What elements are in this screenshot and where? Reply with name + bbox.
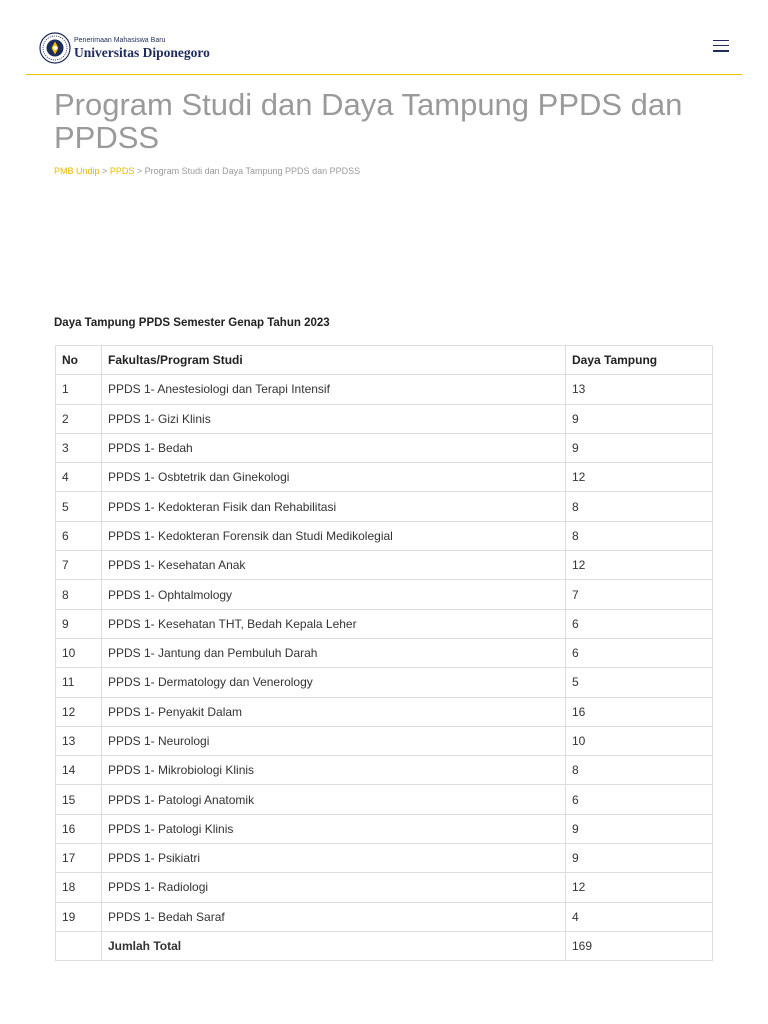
cell-capacity: 16 [566,697,713,726]
table-row [56,580,713,609]
cell-program: PPDS 1- Kedokteran Fisik dan Rehabilitasi [102,492,566,521]
cell-capacity: 12 [566,873,713,902]
cell-program: PPDS 1- Bedah Saraf [102,902,566,931]
table-row [56,756,713,785]
cell-program: PPDS 1- Psikiatri [102,844,566,873]
cell-program: PPDS 1- Osbtetrik dan Ginekologi [102,463,566,492]
table-total-row [56,931,713,960]
cell-no: 18 [56,873,102,902]
table-row [56,697,713,726]
cell-capacity: 13 [566,375,713,404]
breadcrumb-separator: > [102,166,108,176]
cell-capacity: 7 [566,580,713,609]
cell-program: PPDS 1- Patologi Klinis [102,814,566,843]
cell-program: PPDS 1- Kesehatan THT, Bedah Kepala Leher [102,609,566,638]
cell-capacity: 8 [566,521,713,550]
cell-no [56,931,102,960]
breadcrumb-home-link[interactable]: PMB Undip [54,166,100,176]
cell-no: 17 [56,844,102,873]
cell-capacity: 9 [566,844,713,873]
cell-capacity: 5 [566,668,713,697]
cell-program: PPDS 1- Neurologi [102,726,566,755]
cell-program: PPDS 1- Radiologi [102,873,566,902]
breadcrumb-current: Program Studi dan Daya Tampung PPDS dan PPDSS [144,166,361,176]
header-no: No [56,346,102,375]
table-row [56,785,713,814]
cell-capacity: 6 [566,785,713,814]
cell-program: PPDS 1- Patologi Anatomik [102,785,566,814]
table-row [56,609,713,638]
page-title: Program Studi dan Daya Tampung PPDS dan PPDSS [54,87,683,155]
table-row [56,726,713,755]
cell-no: 4 [56,463,102,492]
cell-capacity: 12 [566,463,713,492]
hamburger-menu-icon[interactable] [713,40,729,52]
cell-no: 15 [56,785,102,814]
cell-no: 3 [56,433,102,462]
cell-no: 12 [56,697,102,726]
cell-no: 6 [56,521,102,550]
table-row [56,492,713,521]
table-row [56,638,713,667]
cell-capacity: 9 [566,814,713,843]
cell-program: PPDS 1- Kedokteran Forensik dan Studi Medikolegial [102,521,566,550]
cell-capacity: 9 [566,433,713,462]
table-caption: Daya Tampung PPDS Semester Genap Tahun 2023 [54,317,330,329]
total-value: 169 [566,931,713,960]
total-label: Jumlah Total [102,931,566,960]
table-header-row [56,346,713,375]
breadcrumb-ppds-link[interactable]: PPDS [109,166,135,176]
table-row [56,521,713,550]
cell-capacity: 12 [566,551,713,580]
cell-program: PPDS 1- Mikrobiologi Klinis [102,756,566,785]
cell-no: 7 [56,551,102,580]
header-capacity: Daya Tampung [566,346,713,375]
cell-program: PPDS 1- Penyakit Dalam [102,697,566,726]
cell-no: 11 [56,668,102,697]
cell-no: 16 [56,814,102,843]
cell-program: PPDS 1- Bedah [102,433,566,462]
cell-no: 9 [56,609,102,638]
header-program: Fakultas/Program Studi [102,346,566,375]
cell-program: PPDS 1- Gizi Klinis [102,404,566,433]
site-header [26,0,742,75]
cell-program: PPDS 1- Anestesiologi dan Terapi Intensif [102,375,566,404]
table-row [56,433,713,462]
cell-capacity: 6 [566,638,713,667]
cell-capacity: 10 [566,726,713,755]
table-row [56,844,713,873]
cell-program: PPDS 1- Dermatology dan Venerology [102,668,566,697]
table-row [56,668,713,697]
cell-no: 19 [56,902,102,931]
table-row [56,463,713,492]
cell-capacity: 8 [566,756,713,785]
cell-capacity: 4 [566,902,713,931]
cell-no: 1 [56,375,102,404]
table-row [56,873,713,902]
table-row [56,404,713,433]
cell-program: PPDS 1- Kesehatan Anak [102,551,566,580]
cell-program: PPDS 1- Ophtalmology [102,580,566,609]
cell-no: 14 [56,756,102,785]
table-row [56,902,713,931]
logo-title: Universitas Diponegoro [74,44,210,60]
table-row [56,551,713,580]
cell-capacity: 8 [566,492,713,521]
cell-capacity: 9 [566,404,713,433]
breadcrumb [54,166,360,176]
cell-no: 10 [56,638,102,667]
capacity-table [55,345,713,961]
cell-no: 2 [56,404,102,433]
cell-no: 8 [56,580,102,609]
breadcrumb-separator: > [136,166,143,176]
cell-capacity: 6 [566,609,713,638]
site-logo[interactable] [39,32,210,64]
cell-no: 13 [56,726,102,755]
cell-no: 5 [56,492,102,521]
logo-subtitle: Penerimaan Mahasiswa Baru [74,36,166,44]
cell-program: PPDS 1- Jantung dan Pembuluh Darah [102,638,566,667]
table-row [56,814,713,843]
table-row [56,375,713,404]
university-seal-icon [39,32,71,64]
